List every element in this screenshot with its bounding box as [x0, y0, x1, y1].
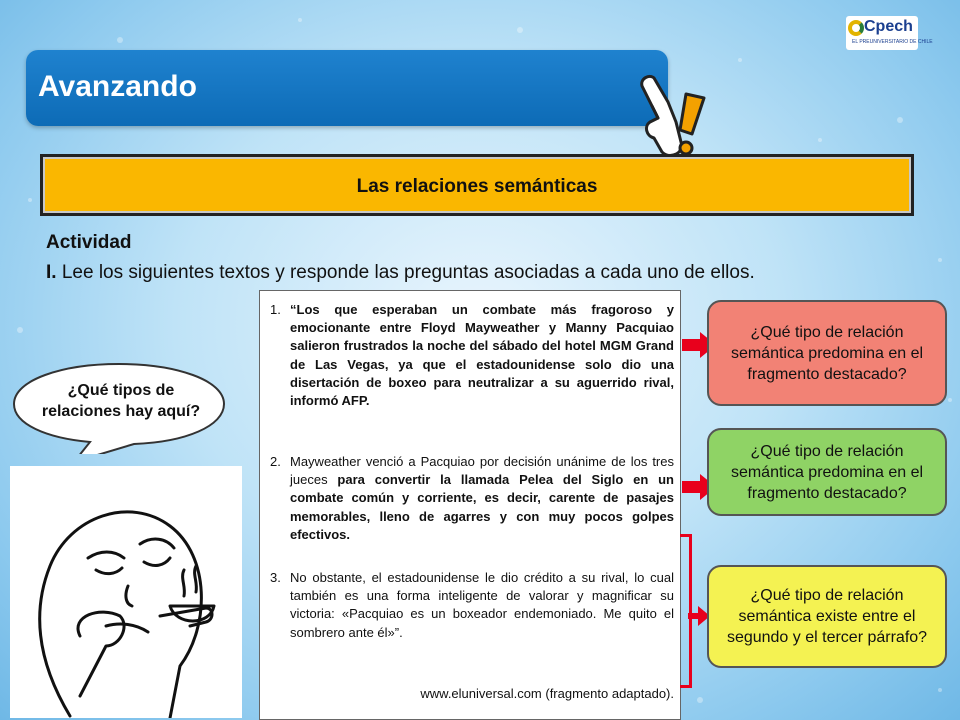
question-text: ¿Qué tipo de relación semántica predomina en el fragmento destacado? [730, 442, 924, 502]
paragraph-number: 1. [270, 302, 281, 317]
topic-banner [40, 154, 914, 216]
question-text: ¿Qué tipo de relación semántica predomina en el fragmento destacado? [730, 323, 924, 383]
thinking-meme-illustration [10, 466, 242, 718]
question-box-3 [707, 565, 947, 668]
question-box-1 [707, 300, 947, 406]
page-title: Avanzando [38, 70, 197, 103]
logo-tagline: EL PREUNIVERSITARIO DE CHILE [852, 39, 933, 45]
paragraph-2 [270, 453, 674, 544]
reading-text-box [259, 290, 681, 720]
logo-mark-icon [848, 20, 864, 36]
paragraph-2-bold: para convertir la llamada Pelea del Siglo en un combate común y corriente, es decir, carente de pasajes memorables, lleno de agarres y con muy pocos golpes efectivos. [290, 472, 674, 542]
topic-title: Las relaciones semánticas [356, 176, 598, 197]
logo-text: Cpech [864, 18, 913, 35]
source-citation: www.eluniversal.com (fragmento adaptado). [420, 686, 674, 701]
cpech-logo [846, 16, 933, 50]
instruction-text: Lee los siguientes textos y responde las preguntas asociadas a cada uno de ellos. [61, 262, 755, 283]
question-box-2 [707, 428, 947, 516]
activity-instruction [46, 259, 904, 287]
paragraph-2-plain: Mayweather venció a Pacquiao por decisión unánime de los tres jueces [290, 454, 674, 488]
pointing-hand-exclamation-icon [628, 72, 712, 162]
paragraph-number: 2. [270, 454, 281, 469]
paragraph-3-plain: No obstante, el estadounidense le dio crédito a su rival, lo cual también es una forma inteligente de valorar y magnificar su victoria: «Pacquiao es un boxeador endemoniado. Me quito el sombrero ante él»”. [290, 570, 674, 640]
paragraph-1-bold: “Los que esperaban un combate más fragoroso y emocionante entre Floyd Mayweather y Manny Pacquiao salieron frustrados la noche del sábado del hotel MGM Grand de Las Vegas, ya que el estadounidense solo dio una disertación de boxeo para neutralizar a su aguerrido rival, informó AFP. [290, 302, 674, 409]
activity-numeral: I. [46, 262, 57, 283]
activity-title: Actividad [46, 232, 132, 253]
header-banner [26, 50, 668, 126]
question-text: ¿Qué tipo de relación semántica existe entre el segundo y el tercer párrafo? [726, 587, 928, 646]
paragraph-number: 3. [270, 570, 281, 585]
paragraph-1 [270, 301, 674, 410]
bubble-text: ¿Qué tipos de relaciones hay aquí? [41, 382, 201, 420]
paragraph-3 [270, 569, 674, 642]
